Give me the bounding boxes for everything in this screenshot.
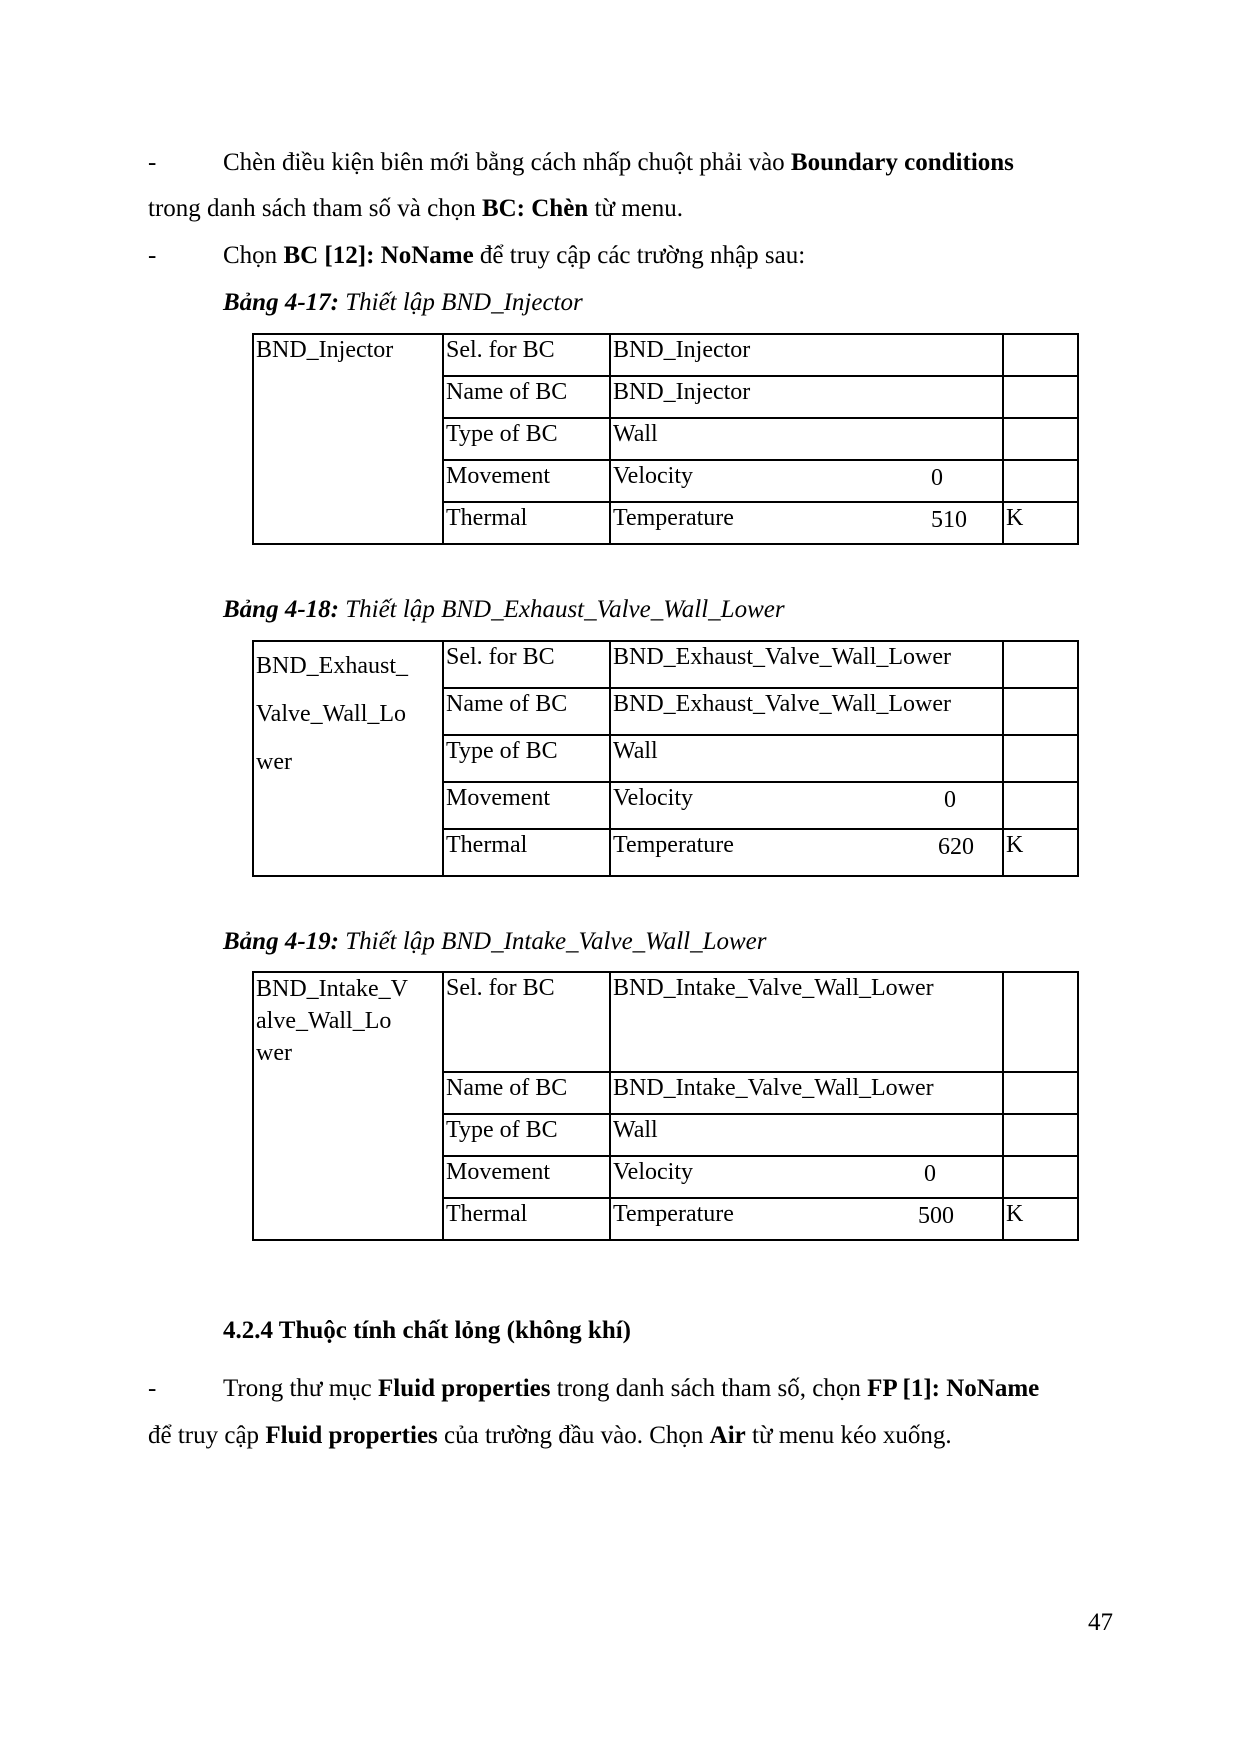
table1-row-unit bbox=[1003, 460, 1078, 502]
table3-row-value: Velocity bbox=[613, 1159, 693, 1185]
para2-bold: BC [12]: NoName bbox=[283, 242, 474, 269]
table2-group-label bbox=[253, 641, 443, 876]
table2-row-unit bbox=[1003, 782, 1078, 829]
table2-row-value-cell bbox=[610, 782, 1003, 829]
para1-text: Chèn điều kiện biên mới bằng cách nhấp chuột phải vào bbox=[223, 149, 791, 176]
table2-row-label: Name of BC bbox=[443, 688, 610, 735]
table3-caption-number: Bảng 4-19: bbox=[223, 928, 339, 955]
para1-text3: từ menu. bbox=[588, 195, 684, 222]
table1-row-number: 510 bbox=[931, 507, 967, 533]
table1-row-value: BND_Injector bbox=[610, 334, 1003, 376]
table3-group-line: alve_Wall_Lo bbox=[256, 1008, 392, 1034]
table3-caption-title: Thiết lập BND_Intake_Valve_Wall_Lower bbox=[338, 928, 767, 955]
table1-caption bbox=[223, 288, 583, 318]
table2-row-label: Type of BC bbox=[443, 735, 610, 782]
bullet-dash: - bbox=[148, 1375, 157, 1402]
table1-row-value-cell bbox=[610, 460, 1003, 502]
table2-row-value-cell bbox=[610, 829, 1003, 876]
table3-row-value-cell bbox=[610, 1156, 1003, 1198]
table1-row-unit bbox=[1003, 418, 1078, 460]
para2 bbox=[223, 241, 805, 271]
table1-caption-number: Bảng 4-17: bbox=[223, 289, 339, 316]
table1-group-label: BND_Injector bbox=[253, 334, 443, 544]
table3-row-label: Type of BC bbox=[443, 1114, 610, 1156]
table2-row-label: Thermal bbox=[443, 829, 610, 876]
table1-caption-title: Thiết lập BND_Injector bbox=[338, 289, 583, 316]
table2-row-value: Temperature bbox=[613, 832, 734, 858]
table1-row-label: Thermal bbox=[443, 502, 610, 544]
bullet-dash: - bbox=[148, 242, 157, 269]
table3-row-unit bbox=[1003, 1114, 1078, 1156]
table1-row-number: 0 bbox=[931, 465, 943, 491]
para2-text2: để truy cập các trường nhập sau: bbox=[473, 242, 806, 269]
table1-row-value: Wall bbox=[610, 418, 1003, 460]
table2-caption-title: Thiết lập BND_Exhaust_Valve_Wall_Lower bbox=[338, 596, 785, 623]
table3-row-value: BND_Intake_Valve_Wall_Lower bbox=[610, 1072, 1003, 1114]
table3-row-unit bbox=[1003, 1156, 1078, 1198]
table3-group-line: wer bbox=[256, 1040, 292, 1066]
table3-row-label: Sel. for BC bbox=[443, 972, 610, 1072]
table2-row-label: Sel. for BC bbox=[443, 641, 610, 688]
table3-row-value: Wall bbox=[610, 1114, 1003, 1156]
para3-text4: của trường đầu vào. Chọn bbox=[437, 1422, 710, 1449]
para1-line1 bbox=[223, 148, 1014, 178]
table1-row-label: Type of BC bbox=[443, 418, 610, 460]
table3-row-number: 0 bbox=[924, 1161, 936, 1187]
para3-bold4: Air bbox=[709, 1422, 746, 1449]
para1-line2 bbox=[148, 194, 683, 224]
table3-row-label: Thermal bbox=[443, 1198, 610, 1240]
table2-caption-number: Bảng 4-18: bbox=[223, 596, 339, 623]
para1-bold2: BC: Chèn bbox=[481, 195, 589, 222]
table2-caption bbox=[223, 595, 785, 625]
table2-row-unit bbox=[1003, 641, 1078, 688]
table2-row-value: Wall bbox=[610, 735, 1003, 782]
table1-row-unit bbox=[1003, 376, 1078, 418]
table1-row-value-cell bbox=[610, 502, 1003, 544]
table2-row-number: 0 bbox=[944, 787, 956, 813]
table1-row-value: BND_Injector bbox=[610, 376, 1003, 418]
table1-row-label: Sel. for BC bbox=[443, 334, 610, 376]
table3-row-unit bbox=[1003, 972, 1078, 1072]
table2 bbox=[252, 640, 1079, 877]
table2-row-label: Movement bbox=[443, 782, 610, 829]
table1-row-value: Velocity bbox=[613, 463, 693, 489]
table3-row-label: Name of BC bbox=[443, 1072, 610, 1114]
table1-row-unit: K bbox=[1003, 502, 1078, 544]
table2-group-line: BND_Exhaust_ bbox=[256, 653, 408, 679]
para2-text: Chọn bbox=[223, 242, 284, 269]
para3-bold2: FP [1]: NoName bbox=[867, 1375, 1040, 1402]
table2-row-value: Velocity bbox=[613, 785, 693, 811]
table1-row-label: Movement bbox=[443, 460, 610, 502]
para1-text2: trong danh sách tham số và chọn bbox=[148, 195, 482, 222]
table1 bbox=[252, 333, 1079, 545]
table3-row-value: BND_Intake_Valve_Wall_Lower bbox=[610, 972, 1003, 1072]
table2-row-number: 620 bbox=[938, 834, 974, 860]
table2-row-unit bbox=[1003, 688, 1078, 735]
table2-row-value: BND_Exhaust_Valve_Wall_Lower bbox=[610, 688, 1003, 735]
para3-line2 bbox=[148, 1421, 952, 1451]
section-heading: 4.2.4 Thuộc tính chất lỏng (không khí) bbox=[223, 1317, 631, 1344]
table3-row-label: Movement bbox=[443, 1156, 610, 1198]
table3-row-number: 500 bbox=[918, 1203, 954, 1229]
table3-caption bbox=[223, 927, 767, 957]
para3-bold: Fluid properties bbox=[378, 1375, 551, 1402]
para3-bold3: Fluid properties bbox=[265, 1422, 438, 1449]
para3-text: Trong thư mục bbox=[223, 1375, 379, 1402]
table2-row-value: BND_Exhaust_Valve_Wall_Lower bbox=[610, 641, 1003, 688]
para3-line1 bbox=[223, 1374, 1039, 1404]
table3-group-label bbox=[253, 972, 443, 1240]
table1-row-label: Name of BC bbox=[443, 376, 610, 418]
table1-row-value: Temperature bbox=[613, 505, 734, 531]
table3-group-line: BND_Intake_V bbox=[256, 976, 408, 1002]
table2-group-line: Valve_Wall_Lo bbox=[256, 701, 407, 727]
bullet-dash: - bbox=[148, 149, 157, 176]
page-number: 47 bbox=[1088, 1609, 1113, 1636]
table2-row-unit bbox=[1003, 735, 1078, 782]
table3-row-value-cell bbox=[610, 1198, 1003, 1240]
table3 bbox=[252, 971, 1079, 1241]
table3-row-unit bbox=[1003, 1072, 1078, 1114]
table2-group-line: wer bbox=[256, 749, 292, 775]
table2-row-unit: K bbox=[1003, 829, 1078, 876]
para3-text2: trong danh sách tham số, chọn bbox=[550, 1375, 868, 1402]
table3-row-value: Temperature bbox=[613, 1201, 734, 1227]
para3-text5: từ menu kéo xuống. bbox=[745, 1422, 952, 1449]
para1-bold: Boundary conditions bbox=[790, 149, 1014, 176]
table3-row-unit: K bbox=[1003, 1198, 1078, 1240]
para3-text3: để truy cập bbox=[148, 1422, 266, 1449]
table1-row-unit bbox=[1003, 334, 1078, 376]
